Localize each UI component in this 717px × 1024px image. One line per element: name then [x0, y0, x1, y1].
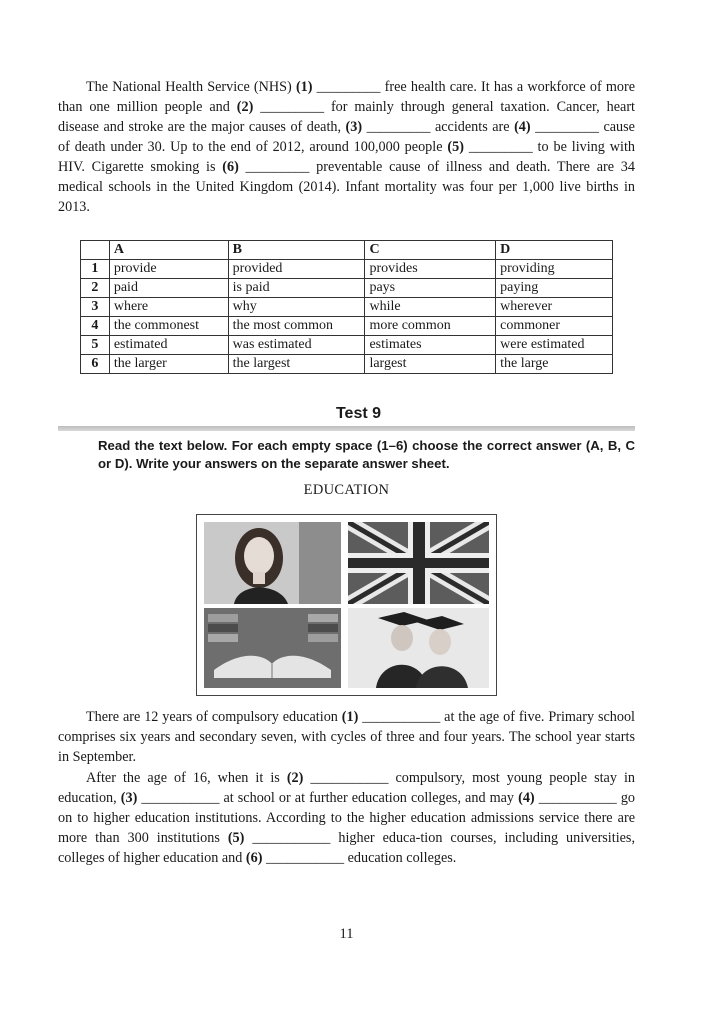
instructions: Read the text below. For each empty space (1–6) choose the correct answer (A, B, C or D). Write your answers on the separate answer sheet. [98, 438, 635, 471]
gap-number: (1) [295, 79, 313, 95]
text-segment: ___________ go on to higher education institutions. According to the higher education admissions service there are more than 300 institutions [58, 790, 636, 846]
option-cell: was estimated [228, 336, 365, 355]
option-cell: provides [365, 260, 496, 279]
table-row [81, 298, 613, 317]
row-number: 5 [81, 336, 110, 355]
row-number: 2 [81, 279, 110, 298]
text-segment: _________ preventable cause of illness and death. There are 34 medical schools in the United Kingdom (2014). Infant mortality was four per 1,000 live births in 2013. [58, 159, 635, 215]
paragraph-education-2 [58, 768, 635, 868]
gap-number: (2) [286, 770, 304, 786]
option-cell: while [365, 298, 496, 317]
table-header [81, 241, 110, 260]
option-cell: estimates [365, 336, 496, 355]
student-portrait-photo [204, 522, 341, 604]
option-cell: commoner [496, 317, 613, 336]
gap-number: (3) [345, 119, 363, 135]
row-number: 1 [81, 260, 110, 279]
text-segment: The National Health Service (NHS) [86, 79, 296, 95]
option-cell: the larger [109, 355, 228, 374]
gap-number: (2) [236, 99, 254, 115]
test-title: Test 9 [335, 405, 382, 422]
row-number: 3 [81, 298, 110, 317]
union-flag-photo [348, 522, 489, 604]
answer-options-table [80, 240, 613, 374]
student-portrait-illustration [204, 522, 341, 604]
option-cell: the most common [228, 317, 365, 336]
option-cell: estimated [109, 336, 228, 355]
option-cell: provided [228, 260, 365, 279]
paragraph-education-1 [58, 707, 635, 767]
table-row [81, 279, 613, 298]
table-header: C [365, 241, 496, 260]
row-number: 4 [81, 317, 110, 336]
text-segment: _________ to be living with HIV. Cigarette smoking is [58, 139, 635, 175]
option-cell: more common [365, 317, 496, 336]
gap-number: (4) [514, 119, 531, 135]
option-cell: why [228, 298, 365, 317]
option-cell: where [109, 298, 228, 317]
text-segment: After the age of 16, when it is [86, 770, 287, 786]
text-segment: _________ for mainly through general taxation. Cancer, heart disease and stroke are the major causes of death, [58, 99, 635, 135]
table-header: D [496, 241, 613, 260]
text-segment: _________ cause of death under 30. Up to the end of 2012, around 100,000 people [58, 119, 635, 155]
option-cell: the largest [228, 355, 365, 374]
option-cell: is paid [228, 279, 365, 298]
option-cell: the commonest [109, 317, 228, 336]
gap-number: (4) [518, 790, 535, 806]
table-header-row [81, 241, 613, 260]
table-header: B [228, 241, 365, 260]
graduates-photo [348, 608, 489, 688]
text-segment: ___________ education colleges. [262, 850, 457, 866]
gap-number: (5) [447, 139, 464, 155]
section-title: EDUCATION [303, 482, 390, 498]
option-cell: provide [109, 260, 228, 279]
books-photo [204, 608, 341, 688]
table-row [81, 336, 613, 355]
text-segment: ___________ compulsory, most young people stay in education, [58, 770, 635, 806]
section-divider [58, 426, 635, 431]
option-cell: pays [365, 279, 496, 298]
table-header: A [109, 241, 228, 260]
table-row [81, 355, 613, 374]
option-cell: wherever [496, 298, 613, 317]
option-cell: paying [496, 279, 613, 298]
graduates-illustration [348, 608, 489, 688]
union-flag-illustration [348, 522, 489, 604]
text-segment: _________ accidents are [362, 119, 515, 135]
books-illustration [204, 608, 341, 688]
text-segment: ___________ at the age of five. Primary school comprises six years and secondary seven, with cycles of three and four years. The school year starts in September. [58, 709, 635, 765]
gap-number: (5) [227, 830, 245, 846]
gap-number: (6) [245, 850, 263, 866]
text-segment: _________ free health care. It has a workforce of more than one million people and [58, 79, 635, 115]
option-cell: paid [109, 279, 228, 298]
gap-number: (6) [222, 159, 239, 175]
text-segment: ___________ at school or at further education colleges, and may [137, 790, 519, 806]
gap-number: (1) [341, 709, 359, 725]
table-row [81, 317, 613, 336]
page-number: 11 [339, 926, 354, 942]
option-cell: were estimated [496, 336, 613, 355]
row-number: 6 [81, 355, 110, 374]
table-row [81, 260, 613, 279]
text-segment: ___________ higher educa-tion courses, including universities, colleges of higher education and [58, 830, 635, 866]
gap-number: (3) [120, 790, 138, 806]
option-cell: the large [496, 355, 613, 374]
option-cell: providing [496, 260, 613, 279]
text-segment: There are 12 years of compulsory education [86, 709, 342, 725]
photo-collage [196, 514, 497, 696]
paragraph-nhs [58, 77, 635, 217]
option-cell: largest [365, 355, 496, 374]
